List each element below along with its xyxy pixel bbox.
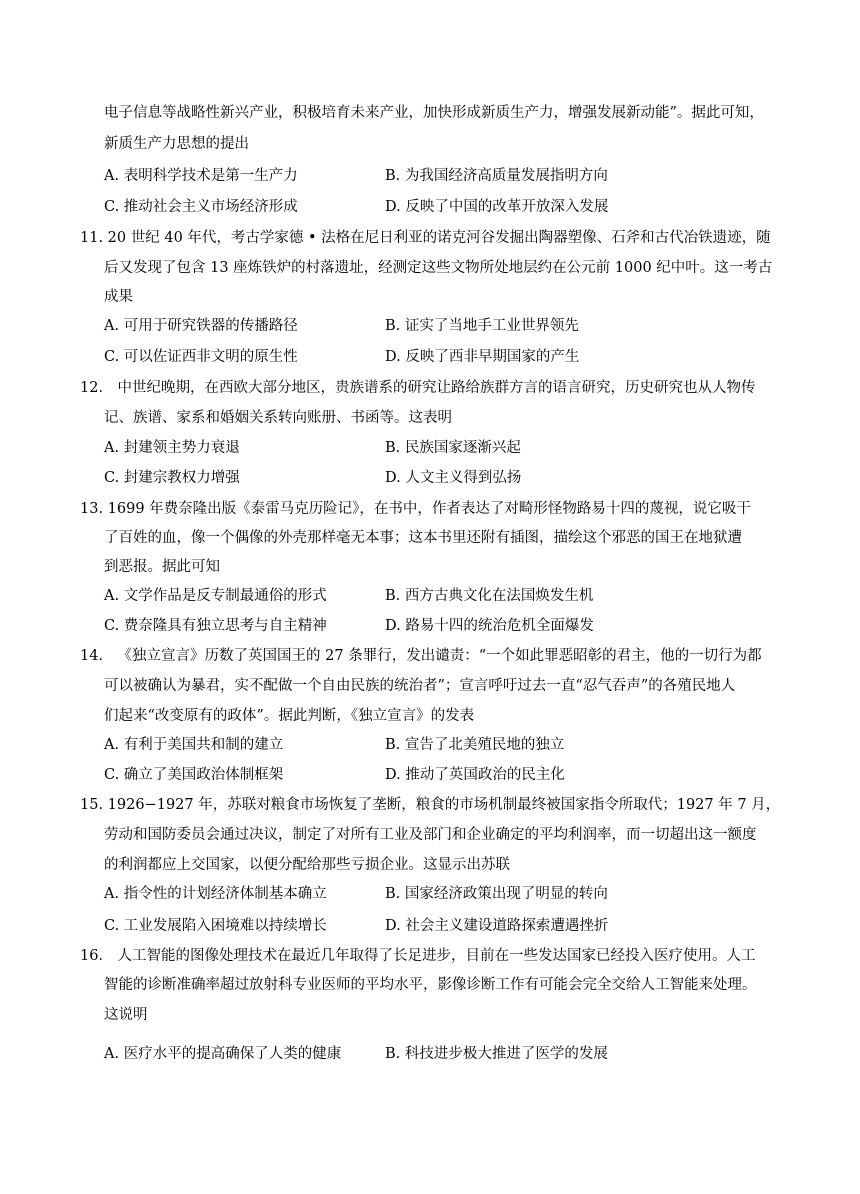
question-14-stem-line-2: 可以被确认为暴君，实不配做一个自由民族的统治者”；宣言呼吁过去一直“忍气吞声”的各殖民地人 xyxy=(104,678,736,694)
question-13-stem-line-3: 到恶报。据此可知 xyxy=(104,559,220,575)
question-10-option-a: A. 表明科学技术是第一生产力 xyxy=(104,168,298,184)
question-13-option-d: D. 路易十四的统治危机全面爆发 xyxy=(385,618,594,634)
question-12-stem-line-2: 记、族谱、家系和婚姻关系转向账册、书函等。这表明 xyxy=(104,410,452,426)
question-15-stem-line-3: 的利润都应上交国家，以便分配给那些亏损企业。这显示出苏联 xyxy=(104,857,510,873)
question-15-stem-line-1: 15. 1926−1927 年，苏联对粮食市场恢复了垄断，粮食的市场机制最终被国家指令所取代；1927 年 7 月， xyxy=(80,797,781,813)
question-14-option-c: C. 确立了美国政治体制框架 xyxy=(104,767,284,783)
question-11-option-d: D. 反映了西非早期国家的产生 xyxy=(385,349,580,365)
question-14-stem-line-3: 们起来“改变原有的政体”。据此判断，《独立宣言》的发表 xyxy=(104,708,475,724)
question-10-option-c: C. 推动社会主义市场经济形成 xyxy=(104,199,298,215)
question-15-option-c: C. 工业发展陷入困境难以持续增长 xyxy=(104,918,327,934)
question-11-option-c: C. 可以佐证西非文明的原生性 xyxy=(104,349,298,365)
question-15-option-b: B. 国家经济政策出现了明显的转向 xyxy=(385,886,608,902)
question-12-stem-line-1: 12． 中世纪晚期，在西欧大部分地区，贵族谱系的研究让路给族群方言的语言研究，历史研究也从人物传 xyxy=(80,380,756,396)
question-14-option-b: B. 宣告了北美殖民地的独立 xyxy=(385,737,565,753)
question-12-option-c: C. 封建宗教权力增强 xyxy=(104,470,240,486)
question-13-stem-line-1: 13. 1699 年费奈隆出版《泰雷马克历险记》，在书中，作者表达了对畸形怪物路易十四的蔑视，说它吸干 xyxy=(80,501,751,517)
question-11-option-a: A. 可用于研究铁器的传播路径 xyxy=(104,318,298,334)
question-11-option-b: B. 证实了当地手工业世界领先 xyxy=(385,318,579,334)
question-13-option-b: B. 西方古典文化在法国焕发生机 xyxy=(385,588,594,604)
question-11-stem-line-2: 后又发现了包含 13 座炼铁炉的村落遗址，经测定这些文物所处地层约在公元前 1000 纪中叶。这一考古 xyxy=(104,260,773,276)
question-10-stem-line-1: 电子信息等战略性新兴产业，积极培育未来产业，加快形成新质生产力，增强发展新动能”。据此可知， xyxy=(104,105,764,121)
question-15-stem-line-2: 劳动和国防委员会通过决议，制定了对所有工业及部门和企业确定的平均利润率，而一切超出这一额度 xyxy=(104,827,757,843)
question-11-stem-line-3: 成果 xyxy=(104,289,133,305)
question-16-stem-line-3: 这说明 xyxy=(104,1007,148,1023)
question-13-option-a: A. 文学作品是反专制最通俗的形式 xyxy=(104,588,327,604)
question-10-option-d: D. 反映了中国的改革开放深入发展 xyxy=(385,199,609,215)
question-12-option-b: B. 民族国家逐渐兴起 xyxy=(385,440,521,456)
question-16-option-b: B. 科技进步极大推进了医学的发展 xyxy=(385,1046,608,1062)
question-14-option-a: A. 有利于美国共和制的建立 xyxy=(104,737,284,753)
question-15-option-a: A. 指令性的计划经济体制基本确立 xyxy=(104,886,327,902)
question-16-stem-line-2: 智能的诊断准确率超过放射科专业医师的平均水平，影像诊断工作有可能会完全交给人工智能来处理。 xyxy=(104,977,757,993)
question-15-option-d: D. 社会主义建设道路探索遭遇挫折 xyxy=(385,918,609,934)
question-12-option-a: A. 封建领主势力衰退 xyxy=(104,440,240,456)
question-10-stem-line-2: 新质生产力思想的提出 xyxy=(104,136,249,152)
question-10-option-b: B. 为我国经济高质量发展指明方向 xyxy=(385,168,608,184)
question-11-stem-line-1: 11. 20 世纪 40 年代，考古学家德 • 法格在尼日利亚的诺克河谷发掘出陶器塑像、石斧和古代冶铁遗迹，随 xyxy=(80,230,771,246)
question-16-stem-line-1: 16． 人工智能的图像处理技术在最近几年取得了长足进步，目前在一些发达国家已经投入医疗使用。人工 xyxy=(80,948,756,964)
question-14-stem-line-1: 14． 《独立宣言》历数了英国国王的 27 条罪行，发出谴责：“一个如此罪恶昭彰的君主，他的一切行为都 xyxy=(80,648,762,664)
question-13-stem-line-2: 了百姓的血，像一个偶像的外壳那样毫无本事；这本书里还附有插图，描绘这个邪恶的国王在地狱遭 xyxy=(104,530,742,546)
question-16-option-a: A. 医疗水平的提高确保了人类的健康 xyxy=(104,1046,342,1062)
question-14-option-d: D. 推动了英国政治的民主化 xyxy=(385,767,565,783)
question-12-option-d: D. 人文主义得到弘扬 xyxy=(385,470,522,486)
question-13-option-c: C. 费奈隆具有独立思考与自主精神 xyxy=(104,618,327,634)
